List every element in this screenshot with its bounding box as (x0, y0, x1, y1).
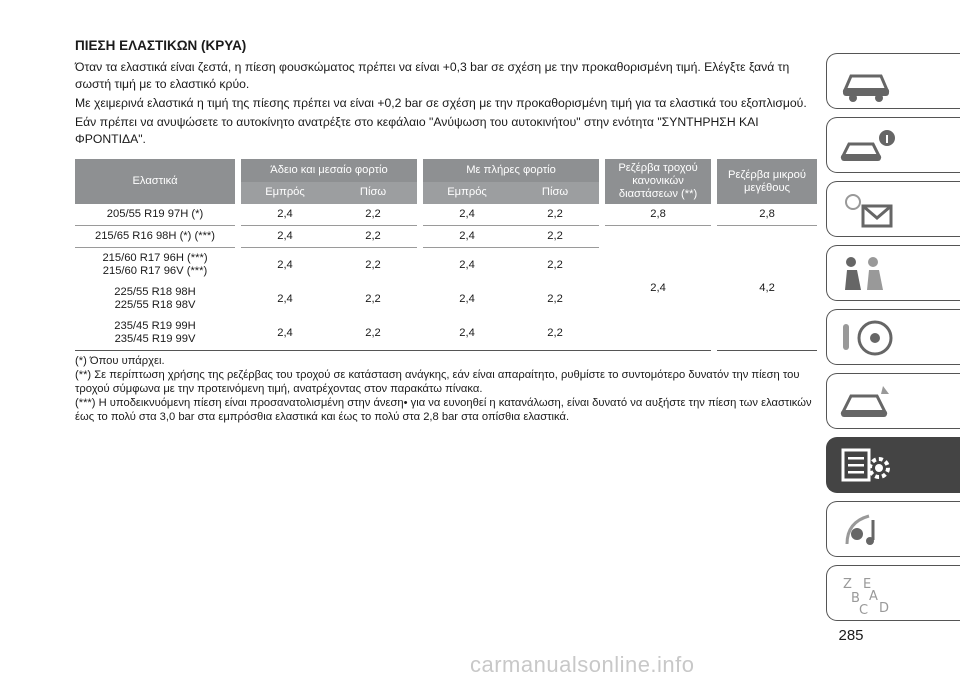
table-row (75, 226, 817, 248)
value-empty-rear: 2,2 (329, 316, 417, 351)
svg-text:Z: Z (843, 577, 852, 592)
car-dashboard-icon (837, 60, 897, 104)
svg-text:C: C (859, 603, 869, 616)
footnote-1: (*) Όπου υπάρχει. (75, 355, 165, 367)
value-full-rear: 2,2 (547, 258, 563, 271)
header-empty-load: Άδειο και μεσαίο φορτίο (241, 159, 417, 182)
chapter-tabs (826, 0, 960, 683)
value-spare-normal-merged: 2,4 (605, 226, 711, 351)
page-title: ΠΙΕΣΗ ΕΛΑΣΤΙΚΩΝ (ΚΡΥΑ) (75, 38, 247, 53)
svg-text:D: D (879, 601, 890, 616)
header-spare-normal: Ρεζέρβα τροχού κανονικών διαστάσεων (**) (605, 159, 711, 204)
tab-emergency[interactable] (826, 373, 960, 429)
value-full-front: 2,4 (423, 316, 511, 351)
watermark: carmanualsonline.info (470, 652, 695, 677)
tab-index[interactable] (826, 565, 960, 621)
tyre-size: 215/60 R17 96H (***) 215/60 R17 96V (***) (102, 252, 208, 277)
tab-car-info[interactable] (826, 117, 960, 173)
header-empty-rear: Πίσω (329, 182, 417, 205)
value-full-front: 2,4 (459, 258, 475, 271)
value-full-rear: 2,2 (511, 226, 599, 248)
intro-paragraph-2: Με χειμερινά ελαστικά η τιμή της πίεσης πρέπει να είναι +0,2 bar σε σχέση με την προκαθορισμένη τιμή για τα ελαστικά του εξοπλισμού. (75, 96, 807, 110)
safety-airbag-icon (837, 252, 897, 296)
value-full-rear: 2,2 (547, 292, 563, 305)
tyre-size: 225/55 R18 98H 225/55 R18 98V (114, 286, 196, 311)
header-spare-small: Ρεζέρβα μικρού μεγέθους (717, 159, 817, 204)
steering-wheel-icon (837, 316, 897, 360)
intro-paragraph-1: Όταν τα ελαστικά είναι ζεστά, η πίεση φουσκώματος πρέπει να είναι +0,3 bar σε σχέση με την προκαθορισμένη τιμή. Ελέγξτε ξανά τη σωστή τιμή με το ελαστικό κρύο. (75, 60, 790, 91)
value-full-front: 2,4 (423, 226, 511, 248)
footnote-2: (**) Σε περίπτωση χρήσης της ρεζέρβας του τροχού σε κατάσταση ανάγκης, εάν είναι απαραίτητο, ρυθμίστε το συντομότερο δυνατόν την πίεση του τροχού σύμφωνα με την προτεινόμενη τιμή, ανατρέχοντας στον παρακάτω πίνακα. (75, 369, 800, 395)
value-empty-front: 2,4 (241, 226, 329, 248)
value-empty-front: 2,4 (277, 258, 293, 271)
header-full-rear: Πίσω (511, 182, 599, 205)
value-empty-rear: 2,2 (329, 226, 417, 248)
tab-safety[interactable] (826, 245, 960, 301)
car-info-icon (837, 124, 897, 168)
tyre-size: 205/55 R19 97H (*) (75, 204, 235, 226)
footnote-3: (***) Η υποδεικνυόμενη πίεση είναι προσανατολισμένη στην άνεση• για να ευνοηθεί η κατανάλωση, είναι δυνατό να αυξήστε την πίεση των ελαστικών έως το πολύ στα 3,0 bar στα εμπρόσθια ελαστικά και έως το πολύ στα 2,8 bar στα οπίσθια ελαστικά. (75, 397, 812, 423)
value-full-front: 2,4 (459, 292, 475, 305)
value-empty-rear: 2,2 (329, 204, 417, 226)
index-letters-icon (837, 572, 897, 616)
value-empty-rear: 2,2 (365, 292, 381, 305)
multimedia-icon (837, 508, 897, 552)
tab-multimedia[interactable] (826, 501, 960, 557)
value-spare-small: 2,8 (717, 204, 817, 226)
table-row (75, 204, 817, 226)
value-empty-front: 2,4 (241, 204, 329, 226)
header-full-front: Εμπρός (423, 182, 511, 205)
tyre-size: 235/45 R19 99H 235/45 R19 99V (75, 316, 235, 351)
value-spare-normal: 2,8 (605, 204, 711, 226)
tab-driving[interactable] (826, 309, 960, 365)
header-tyres: Ελαστικά (75, 159, 235, 204)
value-full-rear: 2,2 (511, 316, 599, 351)
main-content (75, 38, 817, 424)
value-empty-front: 2,4 (241, 316, 329, 351)
value-empty-rear: 2,2 (365, 258, 381, 271)
value-empty-front: 2,4 (277, 292, 293, 305)
svg-text:B: B (851, 591, 860, 606)
warning-lights-icon (837, 188, 897, 232)
tab-technical-data[interactable] (826, 437, 960, 493)
value-spare-small-merged: 4,2 (717, 226, 817, 351)
svg-text:E: E (863, 577, 872, 592)
technical-data-gear-icon (837, 444, 897, 488)
footnotes (75, 354, 817, 424)
value-full-rear: 2,2 (511, 204, 599, 226)
tab-dashboard[interactable] (826, 53, 960, 109)
tyre-size: 215/65 R16 98H (*) (***) (75, 226, 235, 248)
header-empty-front: Εμπρός (241, 182, 329, 205)
svg-text:A: A (869, 589, 878, 604)
tab-warning-lights[interactable] (826, 181, 960, 237)
intro-paragraph-3: Εάν πρέπει να ανυψώσετε το αυτοκίνητο ανατρέξτε στο κεφάλαιο "Ανύψωση του αυτοκινήτου" στην ενότητα "ΣΥΝΤΗΡΗΣΗ ΚΑΙ ΦΡΟΝΤΙΔΑ". (75, 115, 759, 146)
tyre-pressure-table (75, 159, 817, 351)
page-number: 285 (838, 627, 864, 644)
header-full-load: Με πλήρες φορτίο (423, 159, 599, 182)
value-full-front: 2,4 (423, 204, 511, 226)
car-crash-icon (837, 380, 897, 424)
